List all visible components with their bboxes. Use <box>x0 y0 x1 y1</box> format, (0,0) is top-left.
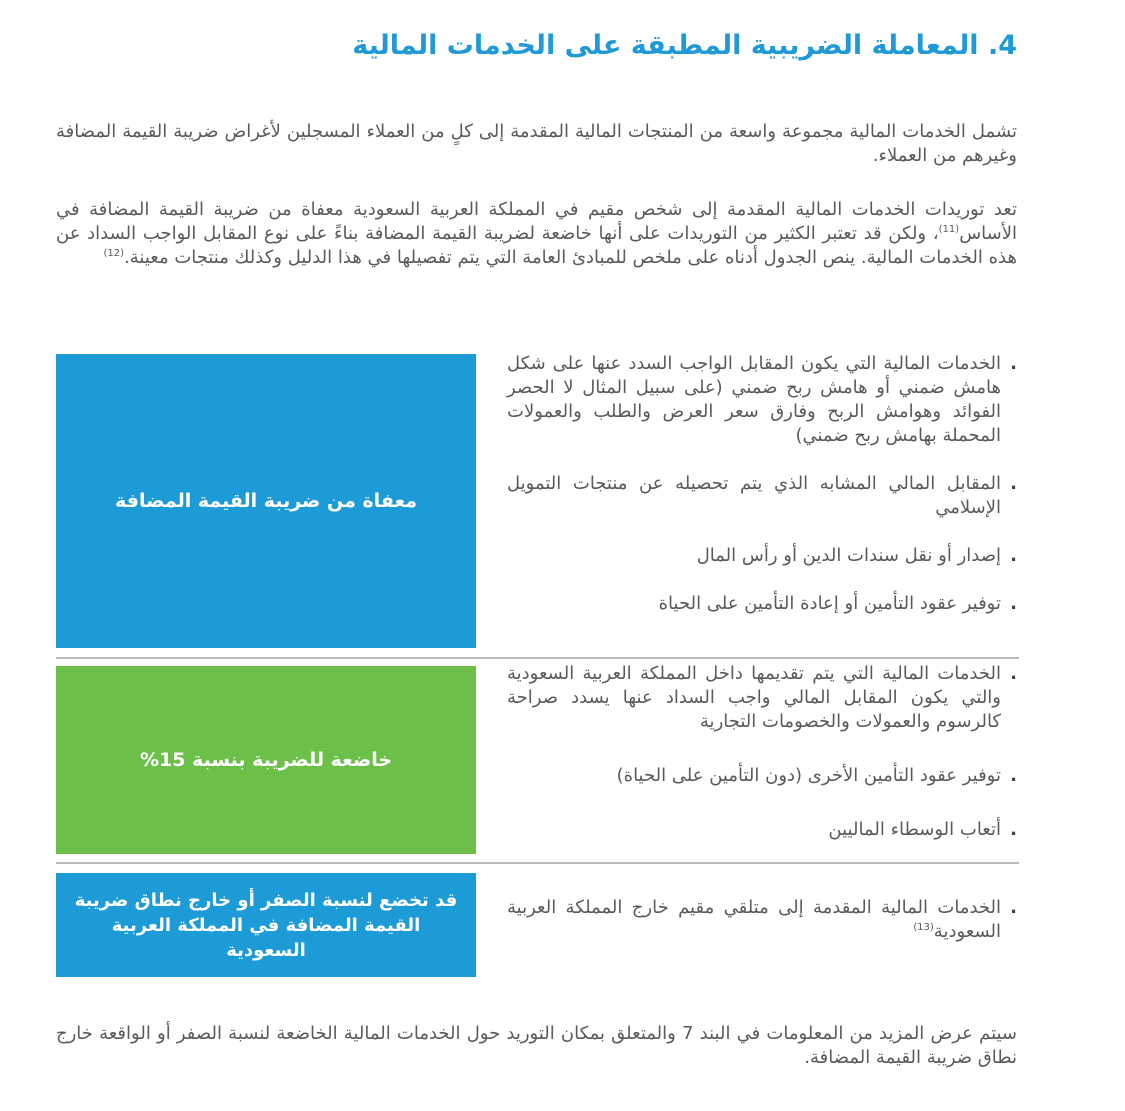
list-item: . أتعاب الوسطاء الماليين <box>828 819 1017 840</box>
bullet-icon: . <box>1010 765 1017 786</box>
list-item: . توفير عقود التأمين الأخرى (دون التأمين على الحياة) <box>616 765 1017 786</box>
zero-rated-items-list <box>507 896 1017 944</box>
bullet-icon: . <box>1010 593 1017 614</box>
section-title: 4. المعاملة الضريبية المطبقة على الخدمات المالية <box>352 30 1017 61</box>
exempt-category-box <box>56 354 476 648</box>
bullet-icon: . <box>1010 897 1017 918</box>
list-item: . توفير عقود التأمين أو إعادة التأمين على الحياة <box>658 593 1017 614</box>
list-item: . إصدار أو نقل سندات الدين أو رأس المال <box>696 545 1017 566</box>
list-item: . الخدمات المالية المقدمة إلى متلقي مقيم خارج المملكة العربية السعودية$^{(13)}$ <box>507 897 1017 942</box>
list-item: . الخدمات المالية التي يكون المقابل الواجب السدد عنها على شكل هامش ضمني أو هامش ربح ضمني (على سبيل المثال لا الحصر الفوائد وهوامش الربح وفارق سعر العرض والطلب والعمولات المحملة بهامش ربح ضمني) <box>507 353 1017 446</box>
zero-rated-category-box <box>56 873 476 977</box>
bullet-icon: . <box>1010 663 1017 684</box>
footnote-ref-11: (11) <box>938 224 960 235</box>
list-item: . الخدمات المالية التي يتم تقديمها داخل المملكة العربية السعودية والتي يكون المقابل المالي واجب السداد عنها يسدد صراحة كالرسوم والعمولات والخصومات التجارية <box>507 663 1017 732</box>
taxable-category-box <box>56 666 476 854</box>
closing-paragraph: سيتم عرض المزيد من المعلومات في البند 7 والمتعلق بمكان التوريد حول الخدمات المالية الخاضعة لنسبة الصفر أو الواقعة خارج نطاق ضريبة القيمة المضافة. <box>56 1023 1018 1068</box>
bullet-icon: . <box>1010 473 1017 494</box>
table-divider <box>56 862 1019 864</box>
table-divider <box>56 657 1019 659</box>
bullet-icon: . <box>1010 353 1017 374</box>
taxable-items-list <box>507 662 1017 842</box>
taxable-category-label: خاضعة للضريبة بنسبة 15% <box>139 749 393 771</box>
footnote-ref-12: (12) <box>103 248 125 259</box>
intro-paragraph-1: تشمل الخدمات المالية مجموعة واسعة من المنتجات المالية المقدمة إلى كلٍ من العملاء المسجلين لأغراض ضريبة القيمة المضافة وغيرهم من العملاء. <box>56 121 1017 166</box>
intro-paragraph-2-part-a: تعد توريدات الخدمات المالية المقدمة إلى شخص مقيم في المملكة العربية السعودية معفاة من ضريبة القيمة المضافة في الأساس <box>56 199 1017 244</box>
list-item: . المقابل المالي المشابه الذي يتم تحصيله عن منتجات التمويل الإسلامي <box>507 473 1017 518</box>
exempt-category-label: معفاة من ضريبة القيمة المضافة <box>115 490 417 512</box>
intro-paragraph-2-part-b: ، ولكن قد تعتبر الكثير من التوريدات على أنها خاضعة لضريبة القيمة المضافة بناءً على نوع المقابل الواجب السداد عن هذه الخدمات المالية. ينص الجدول أدناه على ملخص للمبادئ العامة التي يتم تفصيلها في هذا الدليل وكذلك منتجات معينة. <box>56 223 1017 268</box>
intro-paragraph-2 <box>56 198 1017 270</box>
bullet-icon: . <box>1010 545 1017 566</box>
zero-rated-category-label: قد تخضع لنسبة الصفر أو خارج نطاق ضريبة القيمة المضافة في المملكة العربية السعودية <box>74 889 458 961</box>
exempt-items-list <box>507 352 1017 616</box>
footnote-ref-13: (13) <box>913 922 934 933</box>
bullet-icon: . <box>1010 819 1017 840</box>
